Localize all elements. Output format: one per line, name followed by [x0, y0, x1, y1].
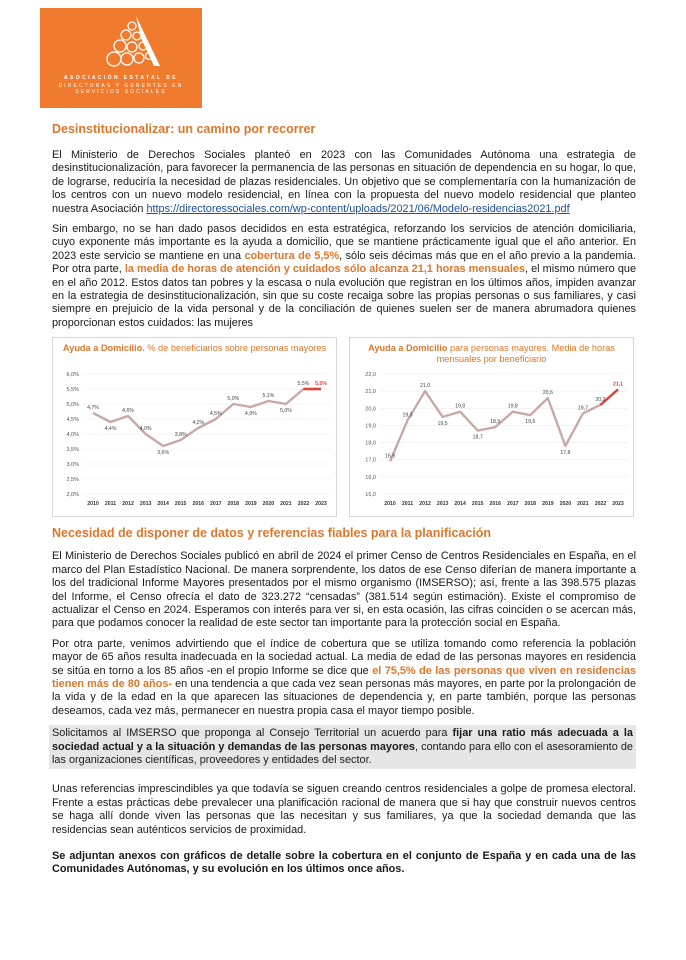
hours-y-tick: 20,0 [365, 406, 376, 413]
hours-data-label: 17,8 [560, 450, 571, 457]
coverage-highlight: cobertura de 5,5% [244, 249, 340, 262]
coverage-x-tick: 2015 [174, 501, 187, 508]
coverage-y-tick: 3,0% [66, 462, 79, 469]
coverage-y-tick: 5,5% [66, 387, 79, 394]
hours-y-tick: 22,0 [365, 372, 376, 379]
coverage-y-tick: 5,0% [66, 402, 79, 409]
coverage-x-tick: 2019 [245, 501, 257, 508]
coverage-data-label: 3,8% [174, 432, 187, 439]
coverage-x-tick: 2021 [280, 501, 292, 508]
coverage-y-tick: 3,5% [66, 447, 79, 454]
hours-data-label: 19,3 [402, 412, 413, 419]
section-2-title: Necesidad de disponer de datos y referencias fiables para la planificación [52, 526, 492, 541]
coverage-data-label: 4,5% [209, 411, 222, 418]
ratio-request-bold: fijar una ratio más adecuada a la sociedad actual y a la situación y demandas de las personas mayores [52, 727, 633, 753]
hours-x-tick: 2013 [436, 501, 449, 508]
logo-line-1: ASOCIACIÓN ESTATAL DE [64, 75, 178, 81]
coverage-data-label: 5,1% [262, 393, 275, 400]
document-body [52, 121, 636, 884]
coverage-data-label: 4,4% [104, 426, 117, 433]
hours-data-label: 19,8 [507, 403, 518, 410]
coverage-data-label: 5,5% [315, 381, 327, 388]
coverage-x-tick: 2014 [157, 501, 169, 508]
coverage-x-tick: 2011 [104, 501, 117, 508]
hours-data-label: 21,0 [420, 383, 431, 390]
coverage-data-label: 4,6% [122, 408, 134, 415]
coverage-data-label: 5,5% [297, 381, 310, 388]
hours-data-label: 19,5 [437, 421, 448, 428]
coverage-x-tick: 2020 [262, 501, 275, 508]
hours-x-tick: 2017 [506, 501, 519, 508]
hours-chart-plot [350, 338, 633, 516]
hours-x-tick: 2015 [471, 501, 484, 508]
coverage-data-label: 3,6% [157, 450, 170, 457]
logo-mark-icon [40, 8, 202, 78]
imserso-request-box: Solicitamos al IMSERSO que proponga al Consejo Territorial un acuerdo para fijar una ratio más adecuada a la sociedad actual y a la situación y demandas de las personas mayores, contando para ello con el asesoramiento de las organizaciones científicas, proveedores y entidades del sector. [49, 725, 636, 769]
coverage-y-tick: 2,0% [66, 492, 79, 499]
hours-y-tick: 16,0 [365, 475, 376, 482]
hours-x-tick: 2011 [401, 501, 414, 508]
hours-chart-title: Ayuda a Domicilio para personas mayores. Media de horas mensuales por beneficiario [368, 343, 615, 365]
hours-x-tick: 2022 [594, 501, 607, 508]
hours-data-label: 18,7 [472, 434, 483, 441]
hours-data-label: 21,1 [612, 381, 624, 388]
coverage-y-tick: 4,0% [66, 432, 79, 439]
coverage-data-label: 5,0% [280, 408, 292, 415]
coverage-x-tick: 2017 [209, 501, 222, 508]
hours-x-tick: 2018 [524, 501, 537, 508]
logo-line-2: DIRECTORAS Y GERENTES EN [58, 83, 184, 89]
coverage-x-tick: 2023 [315, 501, 327, 508]
coverage-series-line [93, 389, 321, 446]
section-2-paragraph-2: Por otra parte, venimos advirtiendo que el índice de cobertura que se utiliza tomando como referencia la población mayor de 65 años resulta inadecuada en la sociedad actual. La media de edad de las personas mayores en residencia se sitúa en torno a los 85 años -en el propio Informe se dice que el 75,5% de las personas que viven en residencias tienen más de 80 años- en una tendencia a que cada vez sean personas más mayores, en parte por la prolongación de la vida y de la edad en la que aparecen las situaciones de dependencia y, en parte también, porque las personas deseamos, cada vez más, permanecer en nuestra propia casa el mayor tiempo posible. [52, 637, 636, 717]
coverage-data-label: 4,0% [139, 426, 152, 433]
coverage-x-tick: 2012 [122, 501, 134, 508]
hours-data-label: 20,6 [542, 390, 553, 397]
logo-line-3: SERVICIOS SOCIALES [75, 89, 167, 95]
section-1-title: Desinstitucionalizar: un camino por recorrer [52, 122, 316, 136]
hours-x-tick: 2021 [577, 501, 589, 508]
hours-data-label: 19,6 [525, 419, 536, 426]
section-1-paragraph-1: El Ministerio de Derechos Sociales planteó en 2023 con las Comunidades Autónoma una estrategia de desinstitucionalización, para favorecer la permanencia de las personas en situación de dependencia en su hogar, lo que, de lograrse, reduciría la necesidad de plazas residenciales. Un objetivo que se complementaría con la humanización de los centros con un nuevo modelo residencial, en línea con la propuesta del nuevo modelo residencial que planteo nuestra Asociación https://directoressociales.com/wp-content/uploads/2021/06/Modelo-residencias2021.pdf [52, 149, 636, 215]
section-2-paragraph-3: Unas referencias imprescindibles ya que todavía se siguen creando centros residenciales a golpe de promesa electoral. Frente a estas prácticas debe prevalecer una planificación racional de manera que si hay que construir nuevos centros se haga allí donde viven las personas que las necesitan y sus familiares, ya que la sociedad demanda que las residencias sean auténticos servicios de proximidad. [52, 783, 636, 836]
hours-data-label: 16,9 [384, 453, 396, 460]
annexes-note: Se adjuntan anexos con gráficos de detalle sobre la cobertura en el conjunto de España y en cada una de las Comunidades Autónomas, y su evolución en los últimos once años. [52, 850, 636, 876]
hours-data-label: 19,8 [455, 403, 466, 410]
hours-data-label: 18,9 [490, 419, 501, 426]
hours-x-tick: 2016 [489, 501, 502, 508]
hours-y-tick: 17,0 [365, 457, 376, 464]
hours-y-tick: 15,0 [365, 492, 376, 499]
coverage-x-tick: 2022 [297, 501, 310, 508]
section-1-paragraph-2: Sin embargo, no se han dado pasos decididos en esta estratégica, reforzando los servicios de atención domiciliaria, cuyo exponente más importante es la ayuda a domicilio, que se mantiene prácticamente igual que el año anterior. En 2023 este servicio se mantiene en una cobertura de 5,5%, sólo seis décimas más que en el año previo a la pandemia. Por otra parte, la media de horas de atención y cuidados sólo alcanza 21,1 horas mensuales, el mismo número que en el año 2012. Estos datos tan pobres y la escasa o nula evolución que registran en los últimos años, impiden avanzar en la estrategia de desinstitucionalización, sin que su coste recaiga sobre las propias personas o sus familiares, y casi siempre en prejuicio de la vida personal y de la conciliación de quienes suelen ser de manera abrumadora quienes proporcionan estos cuidados: las mujeres [52, 223, 636, 329]
association-logo [40, 8, 202, 108]
hours-x-tick: 2014 [454, 501, 466, 508]
hours-data-label: 20,2 [595, 397, 606, 404]
coverage-chart-plot [53, 338, 336, 516]
hours-chart [349, 337, 634, 517]
hours-y-tick: 18,0 [365, 440, 376, 447]
hours-y-tick: 19,0 [365, 423, 376, 430]
hours-x-tick: 2012 [419, 501, 431, 508]
hours-x-tick: 2010 [384, 501, 396, 508]
hours-y-tick: 21,0 [365, 389, 376, 396]
model-pdf-link[interactable]: https://directoressociales.com/wp-content/uploads/2021/06/Modelo-residencias2021.pdf [146, 202, 570, 215]
coverage-data-label: 4,9% [244, 411, 257, 418]
coverage-x-tick: 2010 [87, 501, 99, 508]
coverage-data-label: 4,7% [87, 405, 99, 412]
age-highlight: el 75,5% de las personas que viven en residencias tienen más de 80 años- [52, 664, 636, 690]
coverage-y-tick: 6,0% [66, 372, 79, 379]
section-2-paragraph-1: El Ministerio de Derechos Sociales publicó en abril de 2024 el primer Censo de Centros Residenciales en España, en el marco del Plan Estadístico Nacional. De manera sorprendente, los datos de ese Censo diferían de manera importante a los del tradicional Informe Mayores presentados por el mismo organismo (IMSERSO); así, frente a las 398.575 plazas del Informe, el Censo ofrecía el dato de 323.272 “censadas” (381.514 según estimación). Existe el compromiso de actualizar el Censo en 2024. Esperamos con interés para ver si, en esta ocasión, las cifras coinciden o se acercan más, para que podamos conocer la realidad de este sector tan importante para la protección social en España. [52, 550, 636, 630]
coverage-chart [52, 337, 337, 517]
coverage-chart-title: Ayuda a Domicilio. % de beneficiarios sobre personas mayores [62, 343, 327, 354]
coverage-x-tick: 2013 [139, 501, 152, 508]
hours-highlight: la media de horas de atención y cuidados sólo alcanza 21,1 horas mensuales [124, 263, 525, 276]
hours-x-tick: 2023 [612, 501, 624, 508]
hours-x-tick: 2020 [559, 501, 572, 508]
coverage-y-tick: 2,5% [66, 477, 79, 484]
coverage-x-tick: 2018 [227, 501, 240, 508]
hours-x-tick: 2019 [542, 501, 554, 508]
charts-row [52, 337, 636, 517]
coverage-x-tick: 2016 [192, 501, 205, 508]
coverage-y-tick: 4,5% [66, 417, 79, 424]
coverage-data-label: 5,0% [227, 396, 240, 403]
hours-data-label: 19,7 [577, 405, 588, 412]
coverage-data-label: 4,2% [192, 420, 205, 427]
